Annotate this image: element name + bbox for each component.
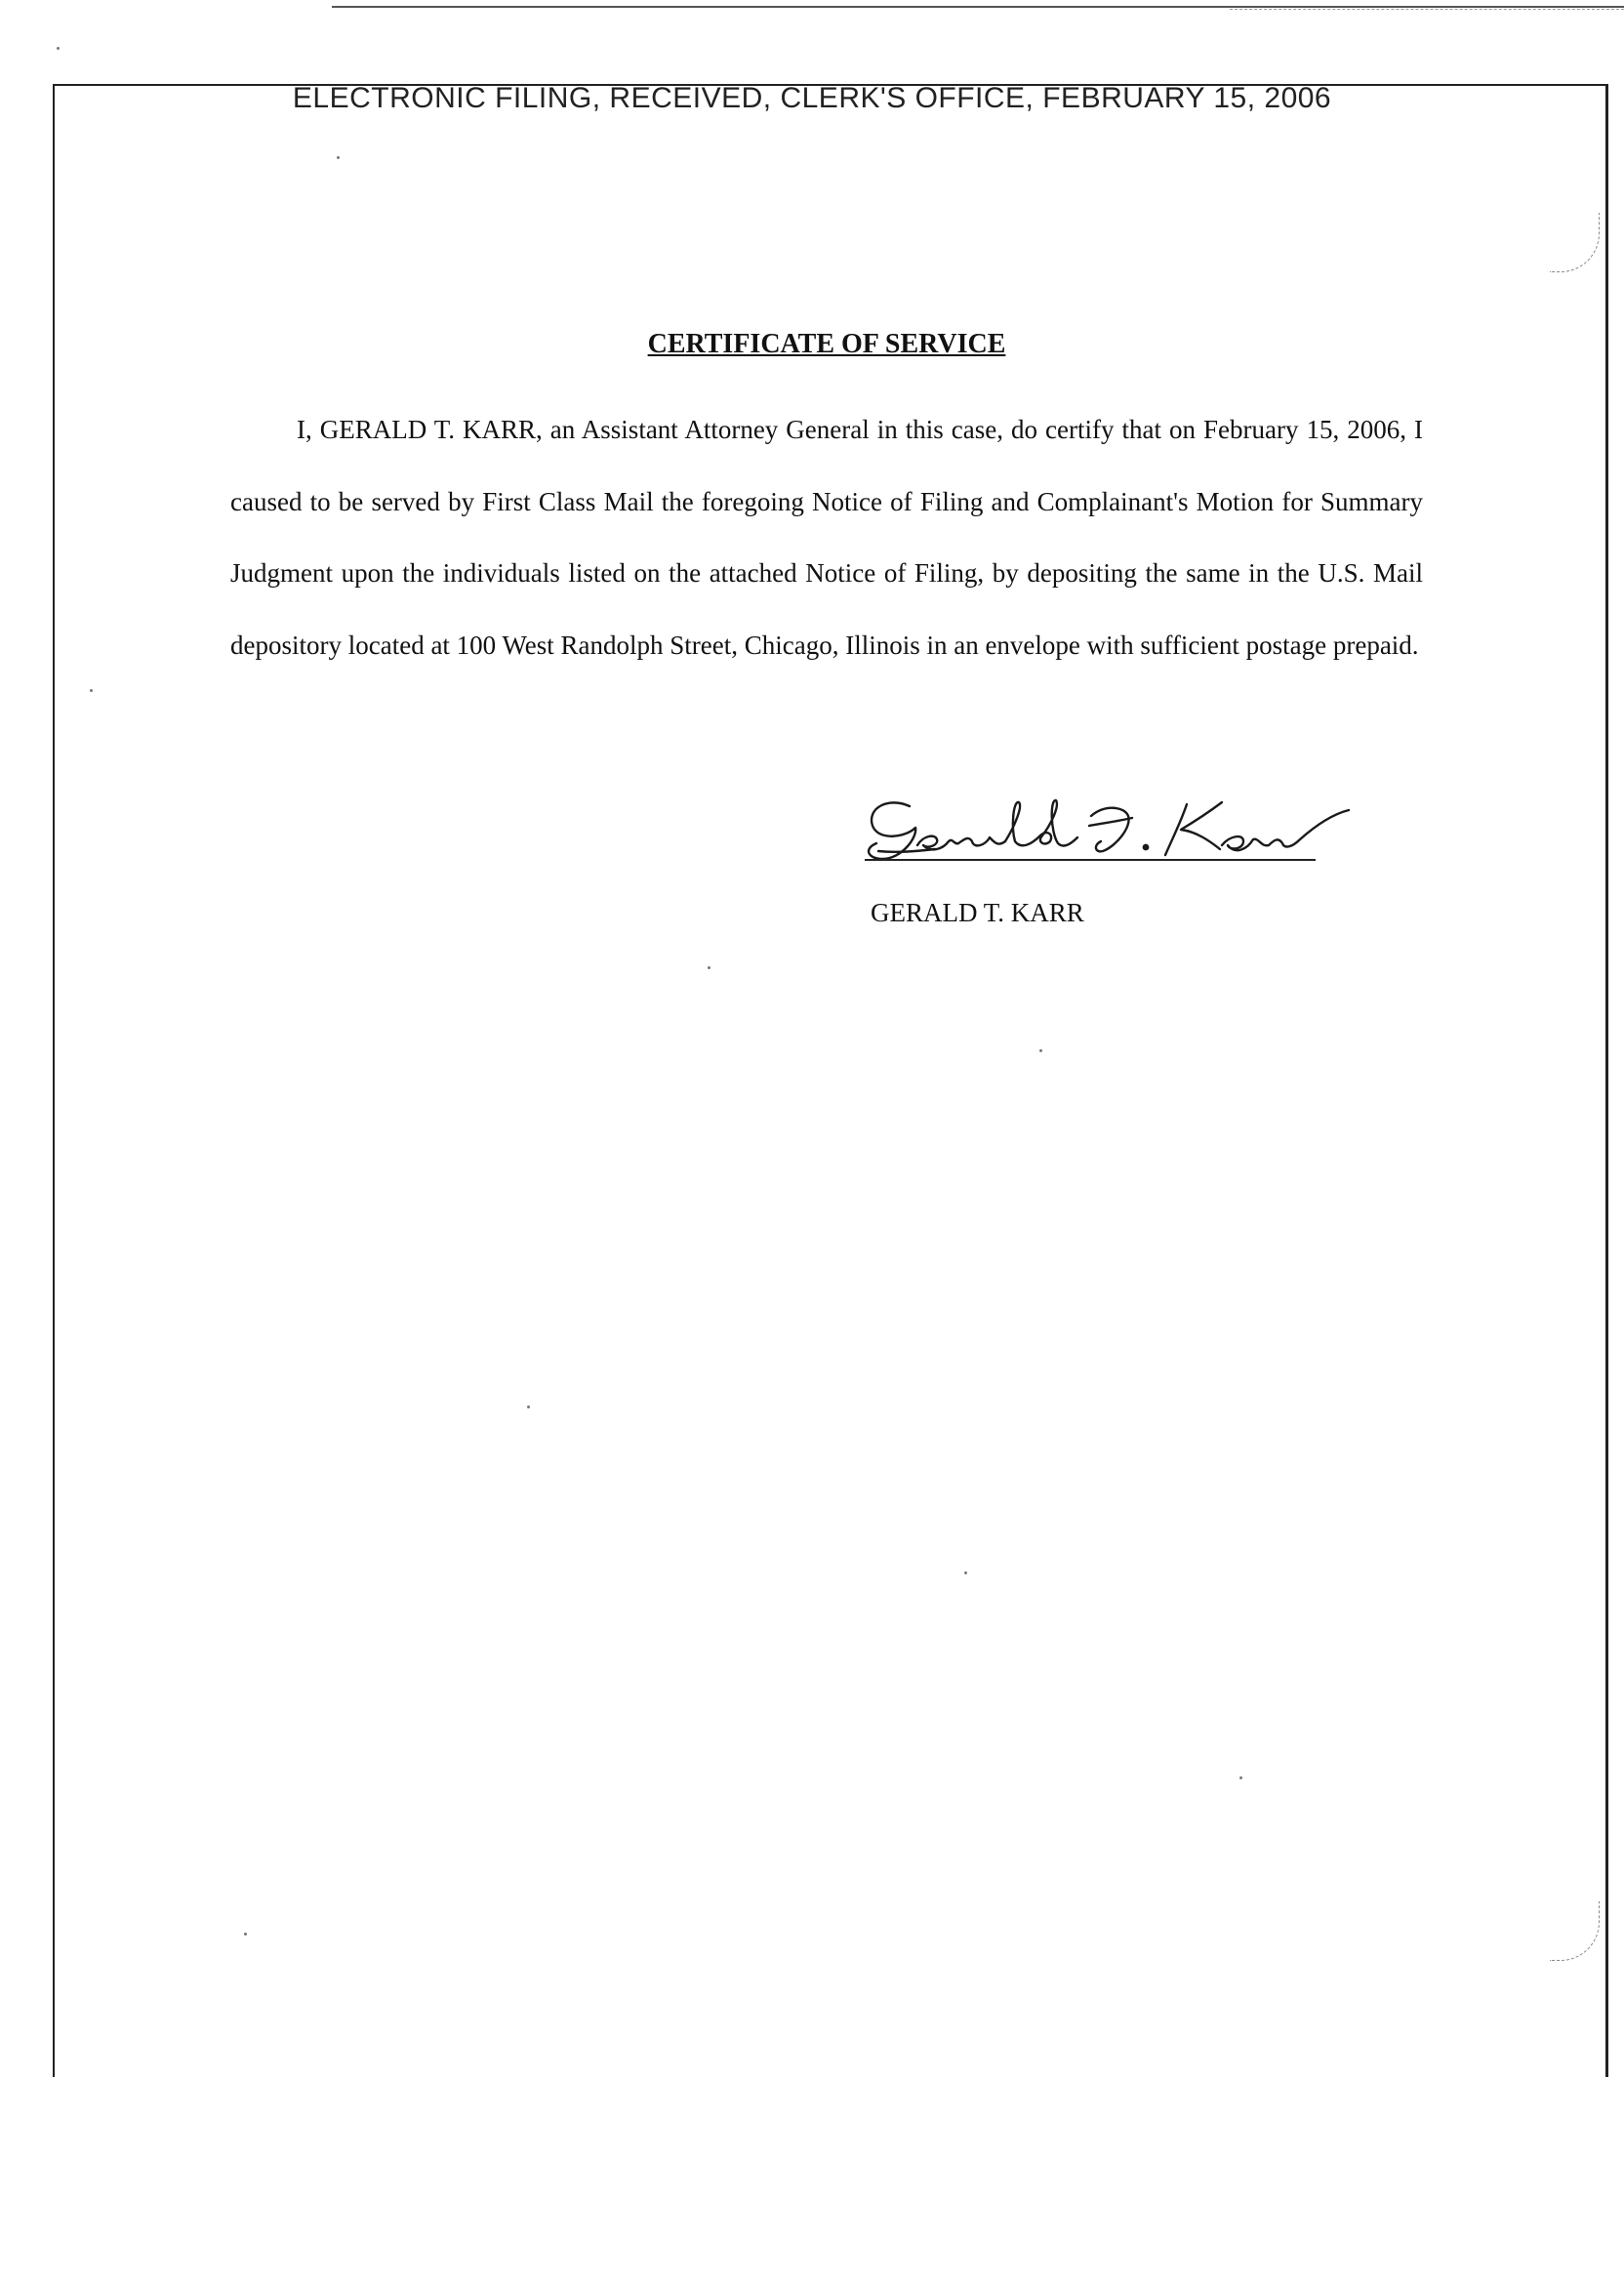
document-title: CERTIFICATE OF SERVICE	[647, 329, 1006, 359]
scan-speck	[57, 47, 60, 50]
punch-hole-mark	[1550, 213, 1600, 272]
certificate-body-text: I, GERALD T. KARR, an Assistant Attorney General in this case, do certify that on February 15, 2006, I caused to be served by First Class Mail the foregoing Notice of Filing and Complainant's Motion for Summary Judgment upon the individuals listed on the attached Notice of Filing, by depositing the same in the U.S. Mail depository located at 100 West Randolph Street, Chicago, Illinois in an envelope with sufficient postage prepaid.	[230, 415, 1423, 660]
scan-speck	[527, 1406, 530, 1408]
electronic-filing-stamp: ELECTRONIC FILING, RECEIVED, CLERK'S OFFICE, FEBRUARY 15, 2006	[292, 82, 1332, 114]
scan-top-edge-line	[332, 6, 1624, 8]
scan-top-edge-line-faint	[1230, 9, 1624, 10]
scan-speck	[337, 156, 340, 159]
signer-printed-name: GERALD T. KARR	[871, 898, 1084, 927]
punch-hole-mark	[1550, 1901, 1600, 1961]
scan-speck	[708, 966, 710, 969]
scan-speck	[90, 689, 93, 692]
scan-speck	[244, 1933, 247, 1936]
scan-speck	[1039, 1049, 1042, 1052]
page-frame-border	[53, 84, 1608, 2077]
certificate-body	[230, 394, 1423, 681]
scan-speck	[964, 1571, 967, 1574]
signature-line	[865, 859, 1316, 861]
scan-speck	[1239, 1776, 1242, 1779]
